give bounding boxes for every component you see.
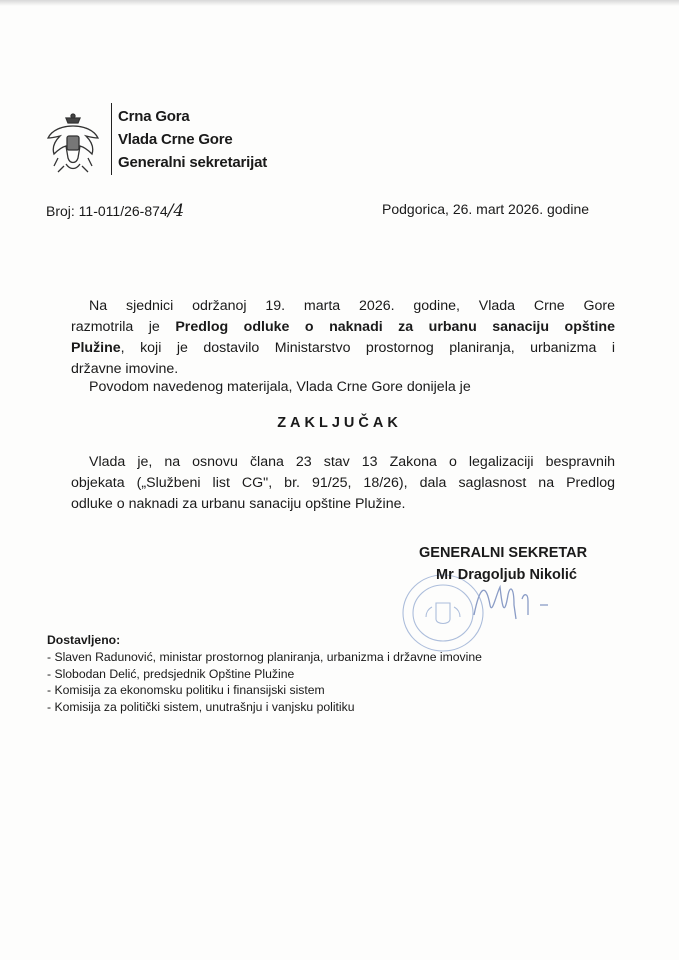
paragraph-line	[71, 317, 615, 338]
paragraph-line: državne imovine.	[71, 361, 179, 377]
paragraph-line: objekata („Službeni list CG", br. 91/25, 18/26), dala saglasnost na Predlog	[71, 475, 615, 491]
header-secretariat: Generalni sekretarijat	[118, 154, 268, 171]
paragraph-conclusion	[71, 452, 615, 515]
bold-text-run: Predlog odluke o naknadi za urbanu sanaciju opštine	[175, 319, 615, 335]
text-run: razmotrila je	[71, 319, 176, 335]
header-divider	[111, 103, 112, 175]
bold-text-run: Plužine	[71, 340, 121, 356]
paragraph-line: Na sjednici održanoj 19. marta 2026. godine, Vlada Crne Gore	[89, 298, 615, 314]
header-government: Vlada Crne Gore	[118, 131, 233, 148]
reference-number-label: Broj: 11-011/26-874	[46, 203, 168, 219]
list-item: - Komisija za politički sistem, unutrašnju i vanjsku politiku	[47, 699, 355, 714]
signatory-title: GENERALNI SEKRETAR	[419, 545, 588, 561]
list-item: - Komisija za ekonomsku politiku i finansijski sistem	[47, 683, 325, 697]
distribution-list	[47, 649, 482, 715]
distribution-label: Dostavljeno:	[47, 633, 121, 647]
header-country: Crna Gora	[118, 108, 190, 125]
list-item: - Slaven Radunović, ministar prostornog planiranja, urbanizma i državne imovine	[47, 650, 482, 664]
signatory-name: Mr Dragoljub Nikolić	[436, 567, 577, 583]
scan-edge	[0, 0, 679, 6]
list-item: - Slobodan Delić, predsjednik Opštine Plužine	[47, 666, 295, 681]
paragraph-line	[71, 338, 615, 359]
coat-of-arms-icon	[44, 112, 102, 174]
paragraph-session	[71, 296, 615, 380]
paragraph-povodom: Povodom navedenog materijala, Vlada Crne Gore donijela je	[89, 379, 471, 395]
reference-number	[46, 201, 184, 221]
conclusion-heading: ZAKLJUČAK	[277, 415, 402, 431]
paragraph-line: odluke o naknadi za urbanu sanaciju opštine Plužine.	[71, 496, 406, 512]
document-date: Podgorica, 26. mart 2026. godine	[382, 201, 590, 217]
text-run: , koji je dostavilo Ministarstvo prostornog planiranja, urbanizma i	[120, 340, 615, 356]
reference-number-handwritten: /4	[167, 201, 185, 221]
paragraph-line: Vlada je, na osnovu člana 23 stav 13 Zakona o legalizaciji bespravnih	[89, 454, 615, 470]
